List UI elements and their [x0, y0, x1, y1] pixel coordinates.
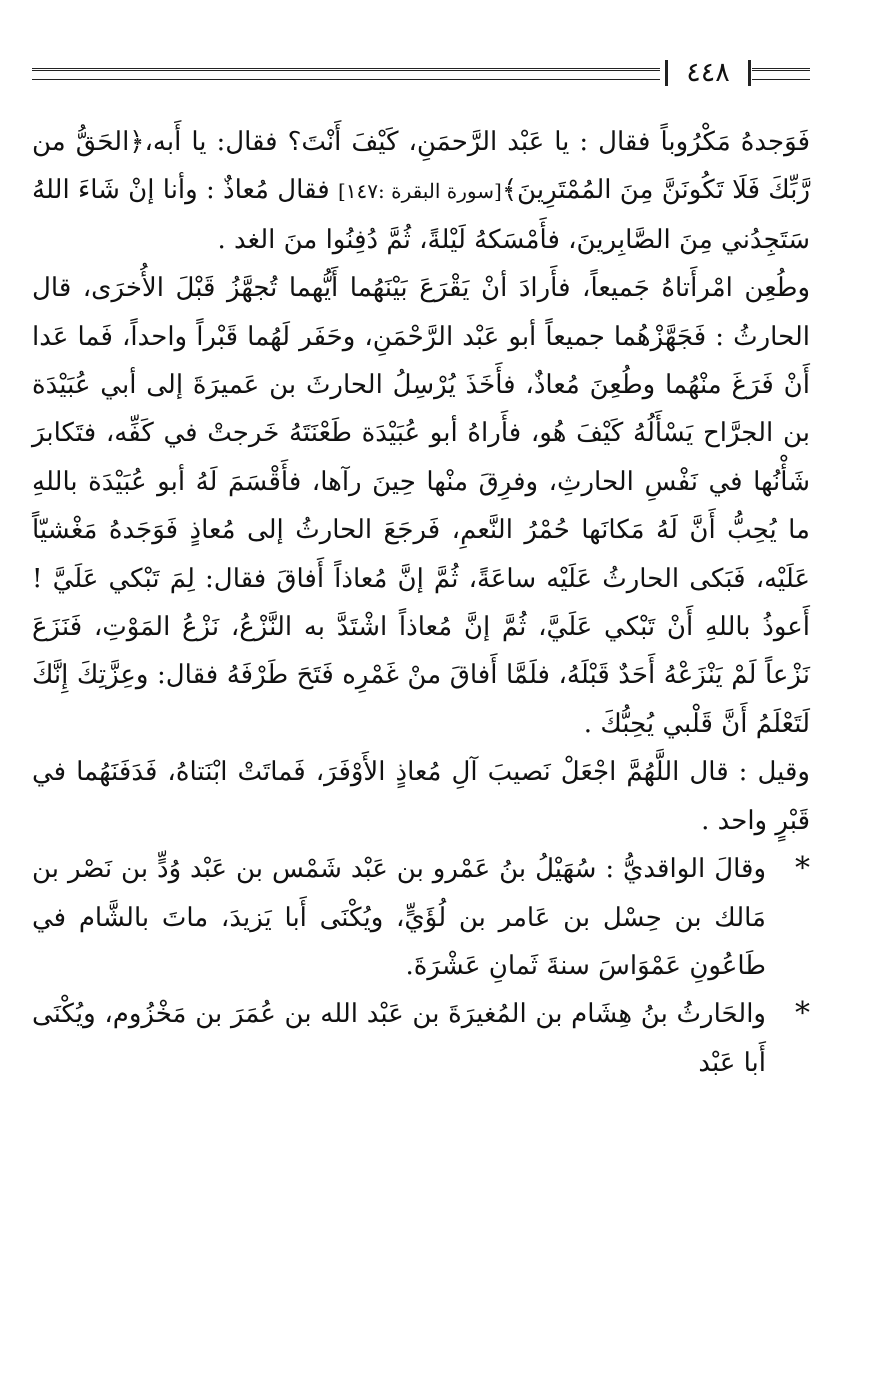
- bio-entry-text: وقالَ الواقديُّ : سُهَيْلُ بنُ عَمْرو بن عَبْد شَمْس بن عَبْد وُدٍّ بن نَصْر بن مَالك بن حِسْل بن عَامر بن لُؤَيٍّ، ويُكْنَى أَبا يَزيدَ، ماتَ بالشَّام في طَاعُونِ عَمْوَاسَ سنةَ ثَمانِ عَشْرَةَ.: [32, 854, 766, 981]
- header-divider-left: [665, 60, 668, 86]
- header-rule-right: [752, 68, 810, 80]
- asterisk-marker: *: [795, 851, 810, 887]
- paragraph-wives-burial: وطُعِن امْرأَتاهُ جَميعاً، فأَرادَ أنْ يَقْرَعَ بَيْنَهُما أَيُّهما تُجهَّزُ قَبْلَ الأُخرَى، قال الحارثُ : فَجَهَّزْهُما جميعاً أبو عَبْد الرَّحْمَنِ، وحَفَر لَهُما قَبْراً واحداً، فَما عَدا أَنْ فَرَغَ منْهُما وطُعِنَ مُعاذٌ، فأَخَذَ يُرْسِلُ الحارثَ بن عَميرَةَ إلى أبي عُبَيْدَة بن الجرَّاح يَسْأَلُهُ كَيْفَ هُو، فأَراهُ أبو عُبَيْدَة طَعْنَتَهُ خَرجتْ في كَفِّه، فتَكابرَ شَأْنُها في نَفْسِ الحارثِ، وفرِقَ منْها حِينَ رآها، فأَقْسَمَ لَهُ أبو عُبَيْدَة باللهِ ما يُحِبُّ أَنَّ لَهُ مَكانَها حُمْرُ النَّعمِ، فَرجَعَ الحارثُ إلى مُعاذٍ فَوَجَدهُ مَغْشيّاً عَلَيْه، فَبَكى الحارثُ عَلَيْه ساعَةً، ثُمَّ إنَّ مُعاذاً أَفاقَ فقال: لِمَ تَبْكي عَلَيَّ ! أَعوذُ باللهِ أَنْ تَبْكي عَلَيَّ، ثُمَّ إنَّ مُعاذاً اشْتَدَّ به النَّزْعُ، نَزْعُ المَوْتِ، فَنَزَعَ نَزْعاً لَمْ يَنْزَعْهُ أَحَدٌ قَبْلَهُ، فلَمَّا أَفاقَ منْ غَمْرِه فَتَحَ طَرْفَهُ فقال: وعِزَّتِكَ إِنَّكَ لَتَعْلَمُ أَنَّ قَلْبي يُحِبُّكَ .: [32, 273, 810, 739]
- paragraph-text-b: فقال مُعاذٌ : وأنا إنْ شَاءَ اللهُ سَتَجِدُني مِنَ الصَّابِرينَ، فأَمْسَكهُ لَيْلةً، ثُمَّ دُفِنُوا منَ الغد .: [32, 175, 810, 255]
- bio-entry-text: والحَارثُ بنُ هِشَام بن المُغيرَةَ بن عَبْد الله بن عُمَرَ بن مَخْزُوم، ويُكْنَى أَبا عَبْد: [32, 999, 766, 1078]
- quran-reference: [سورة البقرة :١٤٧]: [337, 179, 502, 204]
- header-rule-left: [32, 68, 660, 80]
- paragraph-text-a: فَوَجدهُ مَكْرُوباً فقال : يا عَبْد الرَّحمَنِ، كَيْفَ أَنْتَ؟ فقال: يا أَبه،﴿الحَقُّ من رَّبِّكَ فَلَا تَكُونَنَّ مِنَ المُمْتَرِينَ﴾: [32, 127, 810, 206]
- paragraph-daughters: وقيل : قال اللَّهُمَّ اجْعَلْ نَصيبَ آلِ مُعاذٍ الأَوْفَرَ، فَماتَتْ ابْنَتاهُ، فَدَفَنَهُما في قَبْرٍ واحد .: [32, 757, 810, 836]
- bio-entry-harith: [32, 990, 810, 1087]
- page-body: [32, 118, 810, 1087]
- bio-entry-suhayl: [32, 845, 810, 990]
- page-header: [32, 58, 810, 92]
- header-divider-right: [748, 60, 751, 86]
- paragraph-muadh-patience: [32, 118, 810, 264]
- asterisk-marker: *: [795, 996, 810, 1032]
- page-number: ٤٤٨: [686, 57, 730, 88]
